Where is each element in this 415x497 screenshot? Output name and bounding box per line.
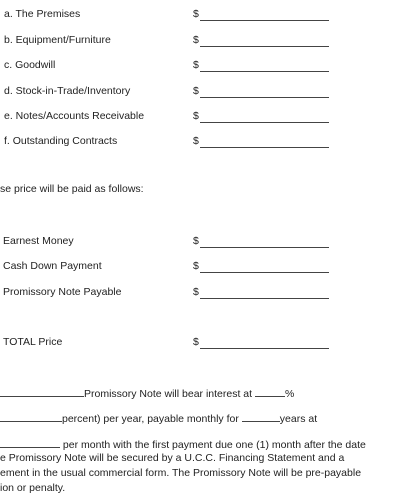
- payment-item-note-amount[interactable]: [193, 286, 329, 299]
- allocation-item-premises-amount[interactable]: [193, 8, 329, 21]
- amount-blank[interactable]: [200, 112, 329, 123]
- currency-symbol: $: [193, 8, 199, 20]
- allocation-item-stock-amount[interactable]: [193, 85, 329, 98]
- payment-item-cash-down-label: Cash Down Payment: [3, 260, 102, 272]
- amount-blank[interactable]: [200, 338, 329, 349]
- note-line-6: ion or penalty.: [0, 482, 66, 494]
- years-blank[interactable]: [242, 411, 280, 422]
- amount-blank[interactable]: [200, 36, 329, 47]
- allocation-item-goodwill-label: c. Goodwill: [4, 59, 56, 71]
- amount-blank[interactable]: [200, 87, 329, 98]
- amount-blank[interactable]: [200, 137, 329, 148]
- note-line-5: ement in the usual commercial form. The Promissory Note will be pre-payable: [0, 467, 362, 479]
- note-line-1: [0, 386, 294, 401]
- allocation-item-stock-label: d. Stock-in-Trade/Inventory: [4, 85, 131, 97]
- total-price-label: TOTAL Price: [3, 336, 63, 348]
- currency-symbol: $: [193, 336, 199, 348]
- currency-symbol: $: [193, 34, 199, 46]
- currency-symbol: $: [193, 135, 199, 147]
- amount-blank[interactable]: [200, 61, 329, 72]
- note-line-4: e Promissory Note will be secured by a U.C.C. Financing Statement and a: [0, 452, 345, 464]
- allocation-item-equipment-label: b. Equipment/Furniture: [4, 34, 111, 46]
- payment-intro-text: se price will be paid as follows:: [0, 183, 144, 195]
- amount-blank[interactable]: [200, 237, 329, 248]
- interest-rate-blank[interactable]: [255, 386, 285, 397]
- payment-item-earnest-label: Earnest Money: [3, 235, 74, 247]
- note-line-3-text: per month with the first payment due one (1) month after the date: [62, 439, 366, 451]
- currency-symbol: $: [193, 85, 199, 97]
- currency-symbol: $: [193, 260, 199, 272]
- amount-blank[interactable]: [200, 10, 329, 21]
- allocation-item-equipment-amount[interactable]: [193, 34, 329, 47]
- allocation-item-contracts-amount[interactable]: [193, 135, 329, 148]
- currency-symbol: $: [193, 59, 199, 71]
- allocation-item-goodwill-amount[interactable]: [193, 59, 329, 72]
- note-line-3: [0, 437, 366, 452]
- payment-item-note-label: Promissory Note Payable: [3, 286, 122, 298]
- note-line-2-tail: years at: [279, 413, 318, 425]
- payment-item-cash-down-amount[interactable]: [193, 260, 329, 273]
- note-line-2-text: percent) per year, payable monthly for: [62, 413, 239, 425]
- principal-blank[interactable]: [0, 386, 84, 397]
- currency-symbol: $: [193, 286, 199, 298]
- note-line-2: [0, 411, 317, 426]
- interest-words-blank[interactable]: [0, 411, 62, 422]
- payment-item-earnest-amount[interactable]: [193, 235, 329, 248]
- allocation-item-premises-label: a. The Premises: [4, 8, 81, 20]
- allocation-item-contracts-label: f. Outstanding Contracts: [4, 135, 118, 147]
- currency-symbol: $: [193, 110, 199, 122]
- percent-sign: %: [284, 388, 295, 400]
- note-line-1-text: Promissory Note will bear interest at: [84, 388, 253, 400]
- total-price-amount[interactable]: [193, 336, 329, 349]
- monthly-payment-blank[interactable]: [0, 437, 60, 448]
- allocation-item-receivables-amount[interactable]: [193, 110, 329, 123]
- allocation-item-receivables-label: e. Notes/Accounts Receivable: [4, 110, 145, 122]
- amount-blank[interactable]: [200, 262, 329, 273]
- currency-symbol: $: [193, 235, 199, 247]
- amount-blank[interactable]: [200, 288, 329, 299]
